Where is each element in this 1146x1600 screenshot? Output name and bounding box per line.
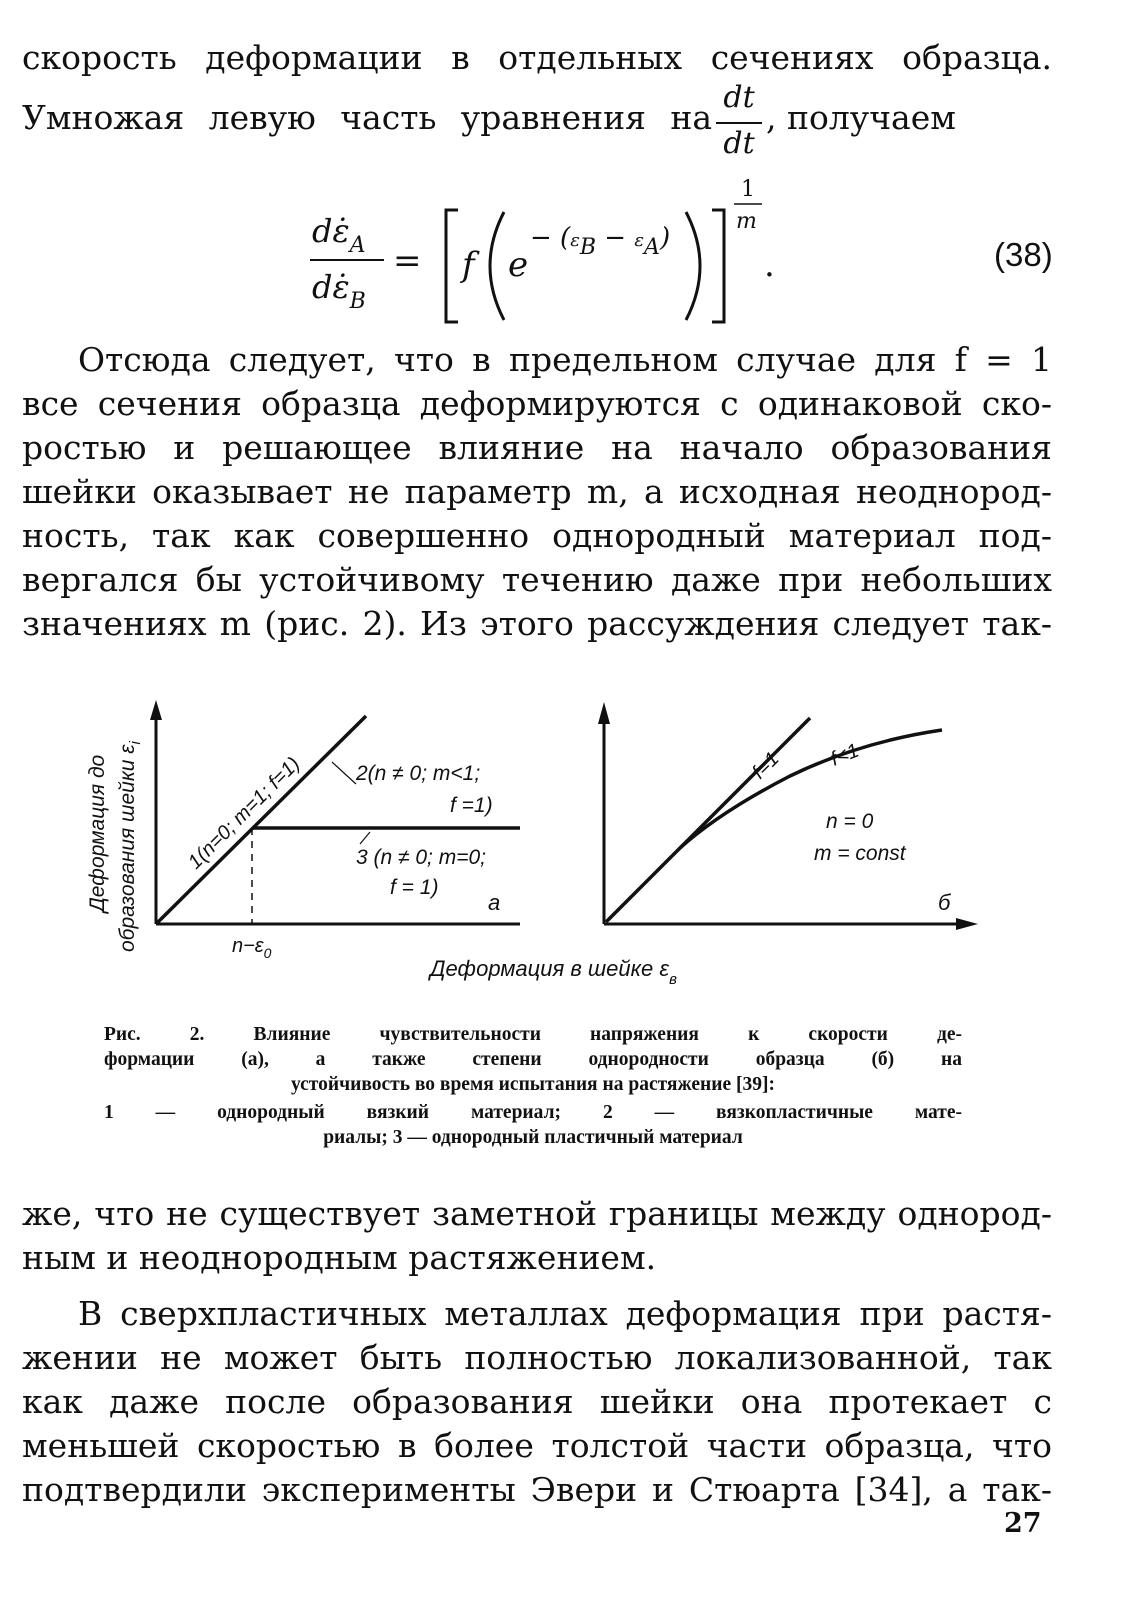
curve-2-label-1: 2(n ≠ 0; m<1; <box>356 762 481 785</box>
chart-panel-a <box>150 700 520 961</box>
trailing-dot: . <box>764 245 775 285</box>
x-axis-arrow <box>956 918 978 930</box>
curve-2-leader <box>332 762 356 784</box>
curve-f-lt-1 <box>680 730 942 848</box>
text-line: ность, так как совершенно однородный материал под- <box>22 516 1052 555</box>
text-line: Умножая левую часть уравнения на <box>22 98 712 137</box>
panel-b-tag: б <box>938 890 951 915</box>
panel-b-note-2: m = const <box>814 842 906 865</box>
left-paren <box>490 212 504 320</box>
equation-38 <box>0 172 1146 332</box>
figure-caption-line: формации (а), а также степени однородности образца (б) на <box>104 1049 962 1070</box>
right-paren <box>686 212 700 320</box>
y-axis-arrow <box>150 700 162 720</box>
fraction-numerator: dt <box>723 80 755 115</box>
curve-2-label-2: f =1) <box>450 794 493 817</box>
text-line: ным и неоднородным растяжением. <box>22 1238 657 1277</box>
text-line: все сечения образца деформируются с одинаковой ско- <box>22 384 1052 423</box>
figure-caption-line: устойчивость во время испытания на растяжение [39]: <box>291 1074 775 1095</box>
y-axis-label-1: Деформация до <box>86 754 109 912</box>
curve-3-label-2: f = 1) <box>390 876 439 899</box>
y-axis-label-2: образования шейки $\varepsilon_i$ <box>116 741 144 952</box>
text-line: меньшей скоростью в более толстой части образца, что <box>22 1426 1052 1465</box>
text-line: ростью и решающее влияние на начало образования <box>22 428 1052 467</box>
panel-a-tag: а <box>488 890 501 915</box>
inline-fraction <box>714 80 764 166</box>
text-line: Отсюда следует, что в предельном случае для f = 1 <box>78 340 1052 379</box>
figure-caption-line: 1 — однородный вязкий материал; 2 — вязкопластичные мате- <box>104 1102 962 1123</box>
text-line: жении не может быть полностью локализованной, так <box>22 1338 1052 1377</box>
text-line: значениях m (рис. 2). Из этого рассуждения следует так- <box>22 604 1052 643</box>
fraction-denominator: dt <box>723 126 755 161</box>
text-line: же, что не существует заметной границы между однород- <box>22 1194 1052 1233</box>
equation-number: (38) <box>994 236 1053 273</box>
page-number: 27 <box>1004 1508 1042 1539</box>
text-line: вергался бы устойчивому течению даже при небольших <box>22 560 1052 599</box>
outer-exponent-num: 1 <box>741 177 755 202</box>
x-axis-label: Деформация в шейке $\varepsilon_в$ <box>430 956 677 988</box>
right-bracket <box>712 210 724 322</box>
exp-base: e <box>508 245 529 285</box>
text-line: скорость деформации в отдельных сечениях образца. <box>22 38 1052 77</box>
figure-2 <box>0 680 1146 1000</box>
curve-f-eq-1-label: f=1 <box>747 747 784 784</box>
lhs-denominator: $d\varepsiloṅ_B$ <box>312 268 366 314</box>
curve-3-leader <box>360 832 370 844</box>
text-line: шейки оказывает не параметр m, а исходная неоднород- <box>22 472 1052 511</box>
fraction-bar <box>716 122 762 124</box>
outer-exponent-den: m <box>736 209 757 234</box>
curve-f-lt-1-label: f<1 <box>827 739 863 771</box>
panel-b-note-1: n = 0 <box>826 810 874 833</box>
lhs-numerator: $d\varepsiloṅ_A$ <box>312 212 366 258</box>
figure-caption-line: риалы; 3 — однородный пластичный материал <box>323 1127 743 1148</box>
equals-sign: = <box>393 241 422 281</box>
tick-label: $n-\varepsilon_0$ <box>232 935 272 961</box>
curve-1 <box>156 716 366 924</box>
y-axis-arrow <box>598 702 610 724</box>
text-line: , получаем <box>766 98 956 137</box>
exponent: − $(\varepsilon_B - \varepsilon_A)$ <box>530 223 671 260</box>
figure-caption-line: Рис. 2. Влияние чувствительности напряжения к скорости де- <box>104 1024 962 1045</box>
text-line: как даже после образования шейки она протекает с <box>22 1382 1052 1421</box>
curve-3-label-1: 3 (n ≠ 0; m=0; <box>356 846 486 869</box>
text-line: подтвердили эксперименты Эвери и Стюарта [34], а так- <box>22 1470 1052 1509</box>
function-f: f <box>462 245 475 285</box>
chart-panel-b <box>598 702 978 930</box>
text-line: В сверхпластичных металлах деформация при растя- <box>78 1294 1052 1333</box>
left-bracket <box>446 210 458 322</box>
curve-1-label: 1(n=0; m=1; f=1) <box>183 753 305 874</box>
curve-f-eq-1 <box>606 718 810 922</box>
